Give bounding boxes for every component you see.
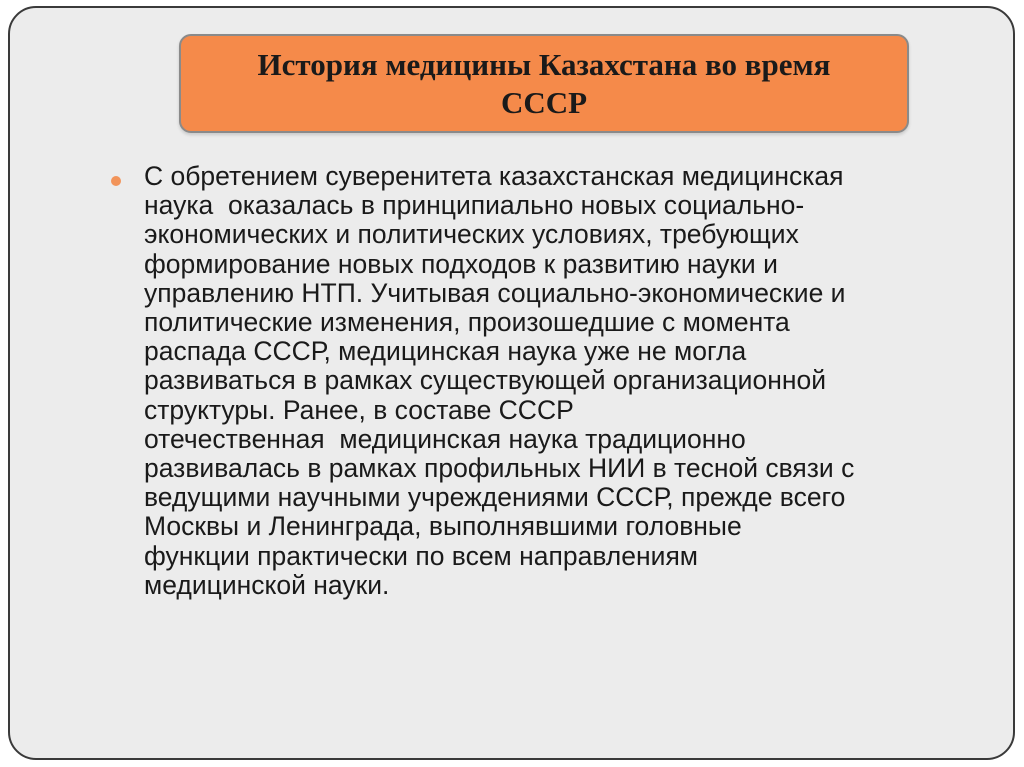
bullet-dot-icon [111, 176, 121, 186]
title-box [179, 34, 909, 133]
slide-title: История медицины Казахстана во время СССР [257, 46, 831, 120]
body-line: структуры. Ранее, в составе СССР [144, 394, 574, 425]
body-line: развиваться в рамках существующей организационной [144, 365, 827, 396]
body-line: управлению НТП. Учитывая социально-экономические и [144, 277, 846, 308]
body-paragraph [144, 162, 994, 600]
body-line: медицинской науки. [144, 569, 390, 600]
body-line: Москвы и Ленинграда, выполнявшими головные [144, 511, 742, 542]
body-line: распада СССР, медицинская наука уже не могла [144, 336, 747, 367]
body-line: формирование новых подходов к развитию науки и [144, 248, 778, 279]
body-line: функции практически по всем направлениям [144, 540, 699, 571]
body-line: экономических и политических условиях, требующих [144, 219, 799, 250]
body-line: развивалась в рамках профильных НИИ в тесной связи с [144, 453, 855, 484]
body-line: наука оказалась в принципиально новых социально- [144, 190, 805, 221]
body-line: отечественная медицинская наука традиционно [144, 423, 746, 454]
body-line: С обретением суверенитета казахстанская медицинская [144, 161, 844, 191]
body-line: политические изменения, произошедшие с момента [144, 307, 790, 338]
body-line: ведущими научными учреждениями СССР, прежде всего [144, 482, 846, 513]
